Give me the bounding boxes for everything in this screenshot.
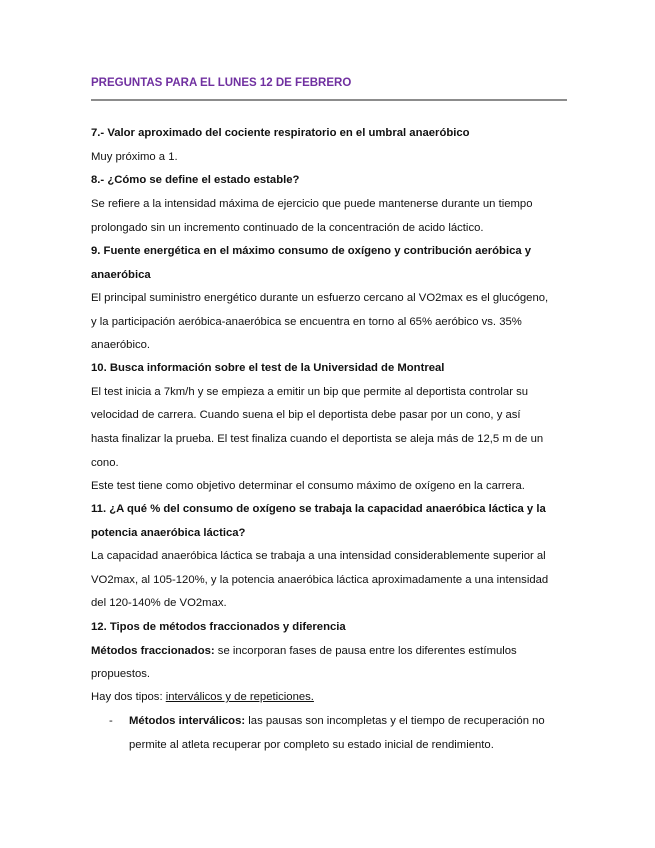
question-11-answer-line-2: VO2max, al 105-120%, y la potencia anaeróbica láctica aproximadamente a una intensidad [91, 574, 549, 586]
question-11-answer-line-1: La capacidad anaeróbica láctica se trabaja a una intensidad considerablemente superior al [91, 550, 546, 562]
question-12-title: 12. Tipos de métodos fraccionados y diferencia [91, 621, 346, 633]
page-title: PREGUNTAS PARA EL LUNES 12 DE FEBRERO [91, 77, 352, 89]
question-7-title: 7.- Valor aproximado del cociente respiratorio en el umbral anaeróbico [91, 127, 470, 139]
types-underlined: interválicos y de repeticiones. [165, 691, 314, 703]
definition-term: Métodos fraccionados: [91, 645, 215, 657]
question-9-title-line-1: 9. Fuente energética en el máximo consumo de oxígeno y contribución aeróbica y [91, 245, 532, 257]
question-10-answer-line-1: El test inicia a 7km/h y se empieza a emitir un bip que permite al deportista controlar su [91, 386, 529, 398]
title-divider [91, 99, 567, 101]
question-9-answer-line-3: anaeróbico. [91, 339, 151, 351]
question-11-answer-line-3: del 120-140% de VO2max. [91, 597, 227, 609]
types-prefix: Hay dos tipos: [91, 691, 166, 703]
question-9-answer-line-2: y la participación aeróbica-anaeróbica se encuentra en torno al 65% aeróbico vs. 35% [91, 316, 522, 328]
question-11-title-line-1: 11. ¿A qué % del consumo de oxígeno se trabaja la capacidad anaeróbica láctica y la [91, 503, 546, 515]
question-11-title-line-2: potencia anaeróbica láctica? [91, 527, 246, 539]
question-8-answer-line-1: Se refiere a la intensidad máxima de ejercicio que puede mantenerse durante un tiempo [91, 198, 533, 210]
question-10-answer-line-4: cono. [91, 457, 119, 469]
bullet-1-text: las pausas son incompletas y el tiempo de recuperación no [245, 715, 545, 727]
bullet-1-line-1 [129, 714, 545, 728]
bullet-1-term: Métodos interválicos: [129, 715, 246, 727]
question-7-answer: Muy próximo a 1. [91, 151, 178, 163]
question-12-types [91, 690, 314, 704]
bullet-1-line-2: permite al atleta recuperar por completo su estado inicial de rendimiento. [129, 739, 494, 751]
question-10-answer-line-2: velocidad de carrera. Cuando suena el bip el deportista debe pasar por un cono, y así [91, 409, 521, 421]
question-8-title: 8.- ¿Cómo se define el estado estable? [91, 174, 300, 186]
question-12-definition-line-2: propuestos. [91, 668, 151, 680]
definition-text: se incorporan fases de pausa entre los diferentes estímulos [214, 645, 517, 657]
bullet-dash: - [109, 715, 113, 727]
question-8-answer-line-2: prolongado sin un incremento continuado de la concentración de acido láctico. [91, 222, 484, 234]
question-10-title: 10. Busca información sobre el test de la Universidad de Montreal [91, 362, 445, 374]
question-10-answer-line-5: Este test tiene como objetivo determinar el consumo máximo de oxígeno en la carrera. [91, 480, 525, 492]
question-9-title-line-2: anaeróbica [91, 269, 151, 281]
question-12-definition [91, 644, 517, 658]
question-9-answer-line-1: El principal suministro energético durante un esfuerzo cercano al VO2max es el glucógeno, [91, 292, 549, 304]
question-10-answer-line-3: hasta finalizar la prueba. El test finaliza cuando el deportista se aleja más de 12,5 m de un [91, 433, 544, 445]
